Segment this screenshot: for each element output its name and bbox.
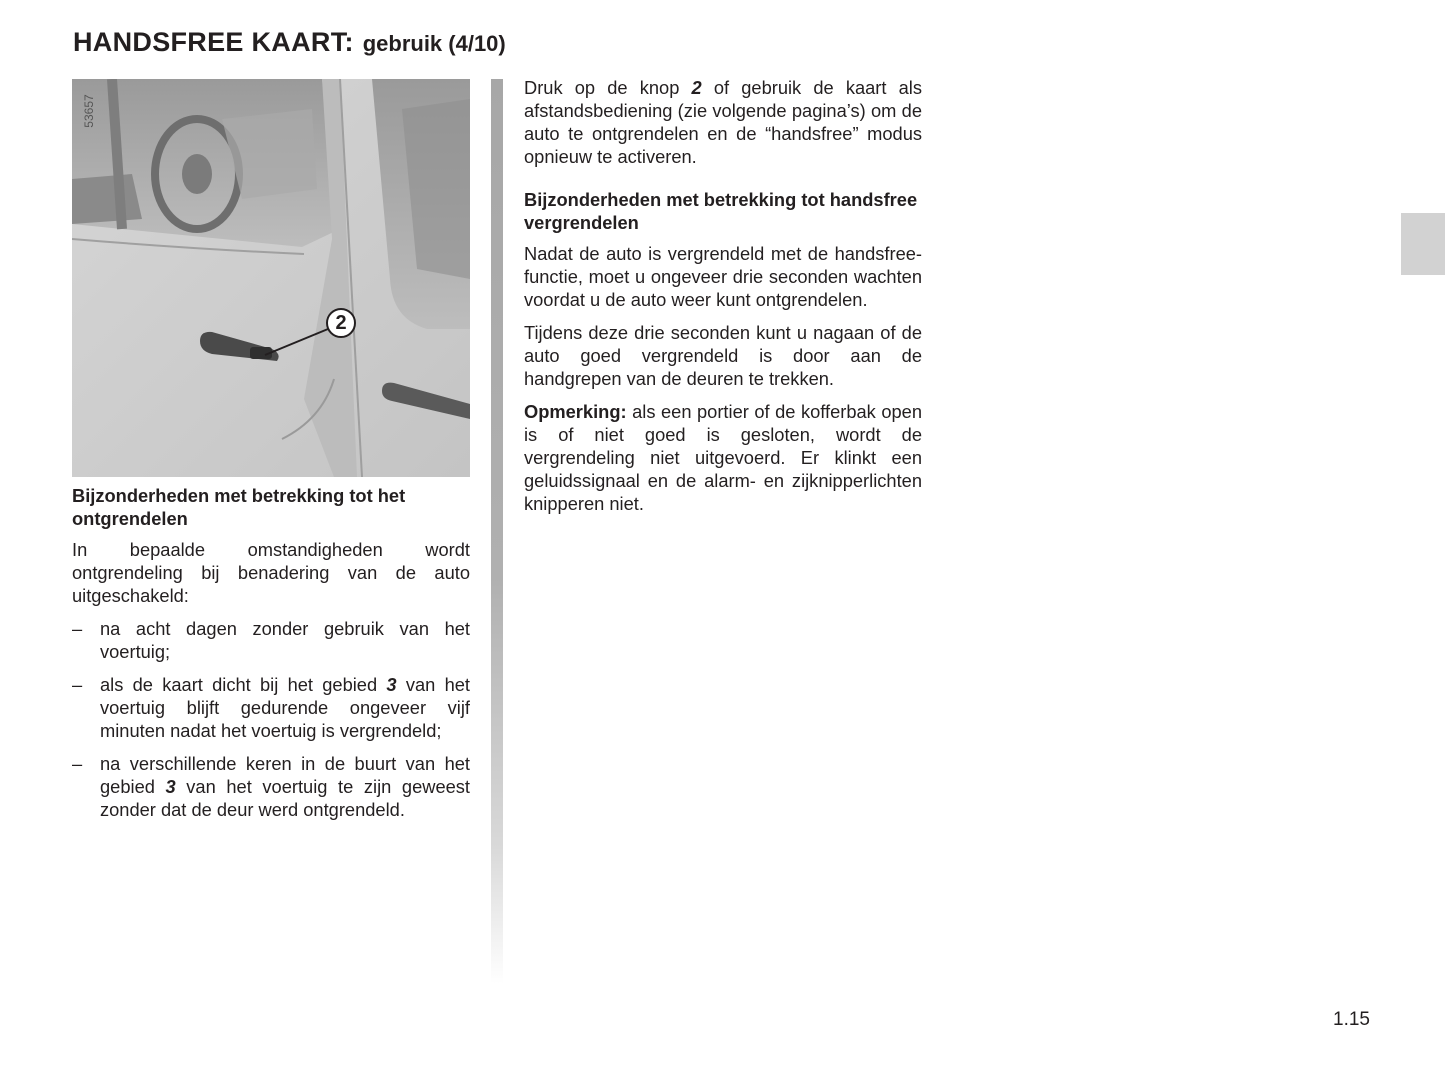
- button-paragraph: Druk op de knop 2 of gebruik de kaart als afstandsbediening (zie volgende pagina’s) om de auto te ontgrendelen en de “handsfree” modus opnieuw te activeren.: [524, 77, 922, 167]
- list-item: [72, 673, 470, 742]
- figure-reference-number: 53657: [82, 94, 96, 128]
- page-title-main: HANDSFREE KAART:: [73, 27, 354, 57]
- column-divider-bar: [491, 79, 503, 984]
- note-paragraph: [524, 400, 922, 515]
- page-title: [73, 22, 506, 59]
- dash-bullet: –: [72, 753, 83, 774]
- callout-label: 2: [326, 308, 356, 338]
- right-column: [524, 76, 922, 525]
- page-number: 1.15: [1333, 1009, 1370, 1030]
- check-paragraph: Tijdens deze drie seconden kunt u nagaan of de auto goed vergrendeld is door aan de handgrepen van de deuren te trekken.: [524, 322, 922, 389]
- list-item-text: van het voertuig te zijn geweest zonder dat de deur werd ontgrendeld.: [100, 776, 471, 820]
- section-heading-unlocking: Bijzonderheden met betrekking tot het ontgrendelen: [72, 485, 406, 529]
- list-item: [72, 752, 470, 821]
- intro-paragraph: In bepaalde omstandigheden wordt ontgrendeling bij benadering van de auto uitgeschakeld:: [72, 539, 470, 606]
- dash-bullet: –: [72, 674, 83, 695]
- note-label: Opmerking:: [524, 401, 627, 422]
- left-column: [72, 484, 470, 831]
- wait-paragraph: Nadat de auto is vergrendeld met de handsfree-functie, moet u ongeveer drie seconden wachten voordat u de auto weer kunt ontgrendelen.: [524, 243, 922, 310]
- list-item-text: na acht dagen zonder gebruik van het voertuig;: [100, 618, 470, 662]
- list-item-text: na verschillende keren in de buurt van het gebied: [100, 753, 470, 797]
- section-heading-locking: Bijzonderheden met betrekking tot handsfree vergrendelen: [524, 189, 918, 233]
- area-reference-number: 3: [165, 776, 176, 797]
- button-reference-number: 2: [691, 77, 702, 98]
- conditions-list: [72, 617, 470, 821]
- note-text: als een portier of de kofferbak open is of niet goed is gesloten, wordt de vergrendeling niet uitgevoerd. Er klinkt een geluidssignaal en de alarm- en zijknipperlichten knipperen niet.: [524, 401, 922, 514]
- dash-bullet: –: [72, 618, 83, 639]
- list-item-text: van het voertuig blijft gedurende ongeveer vijf minuten nadat het voertuig is vergrendeld;: [100, 674, 470, 741]
- chapter-thumb-tab: [1401, 213, 1445, 275]
- list-item: [72, 617, 470, 663]
- list-item-text: als de kaart dicht bij het gebied: [100, 674, 387, 695]
- car-door-illustration: [72, 79, 470, 477]
- page-title-sub: gebruik (4/10): [362, 31, 506, 56]
- area-reference-number: 3: [386, 674, 397, 695]
